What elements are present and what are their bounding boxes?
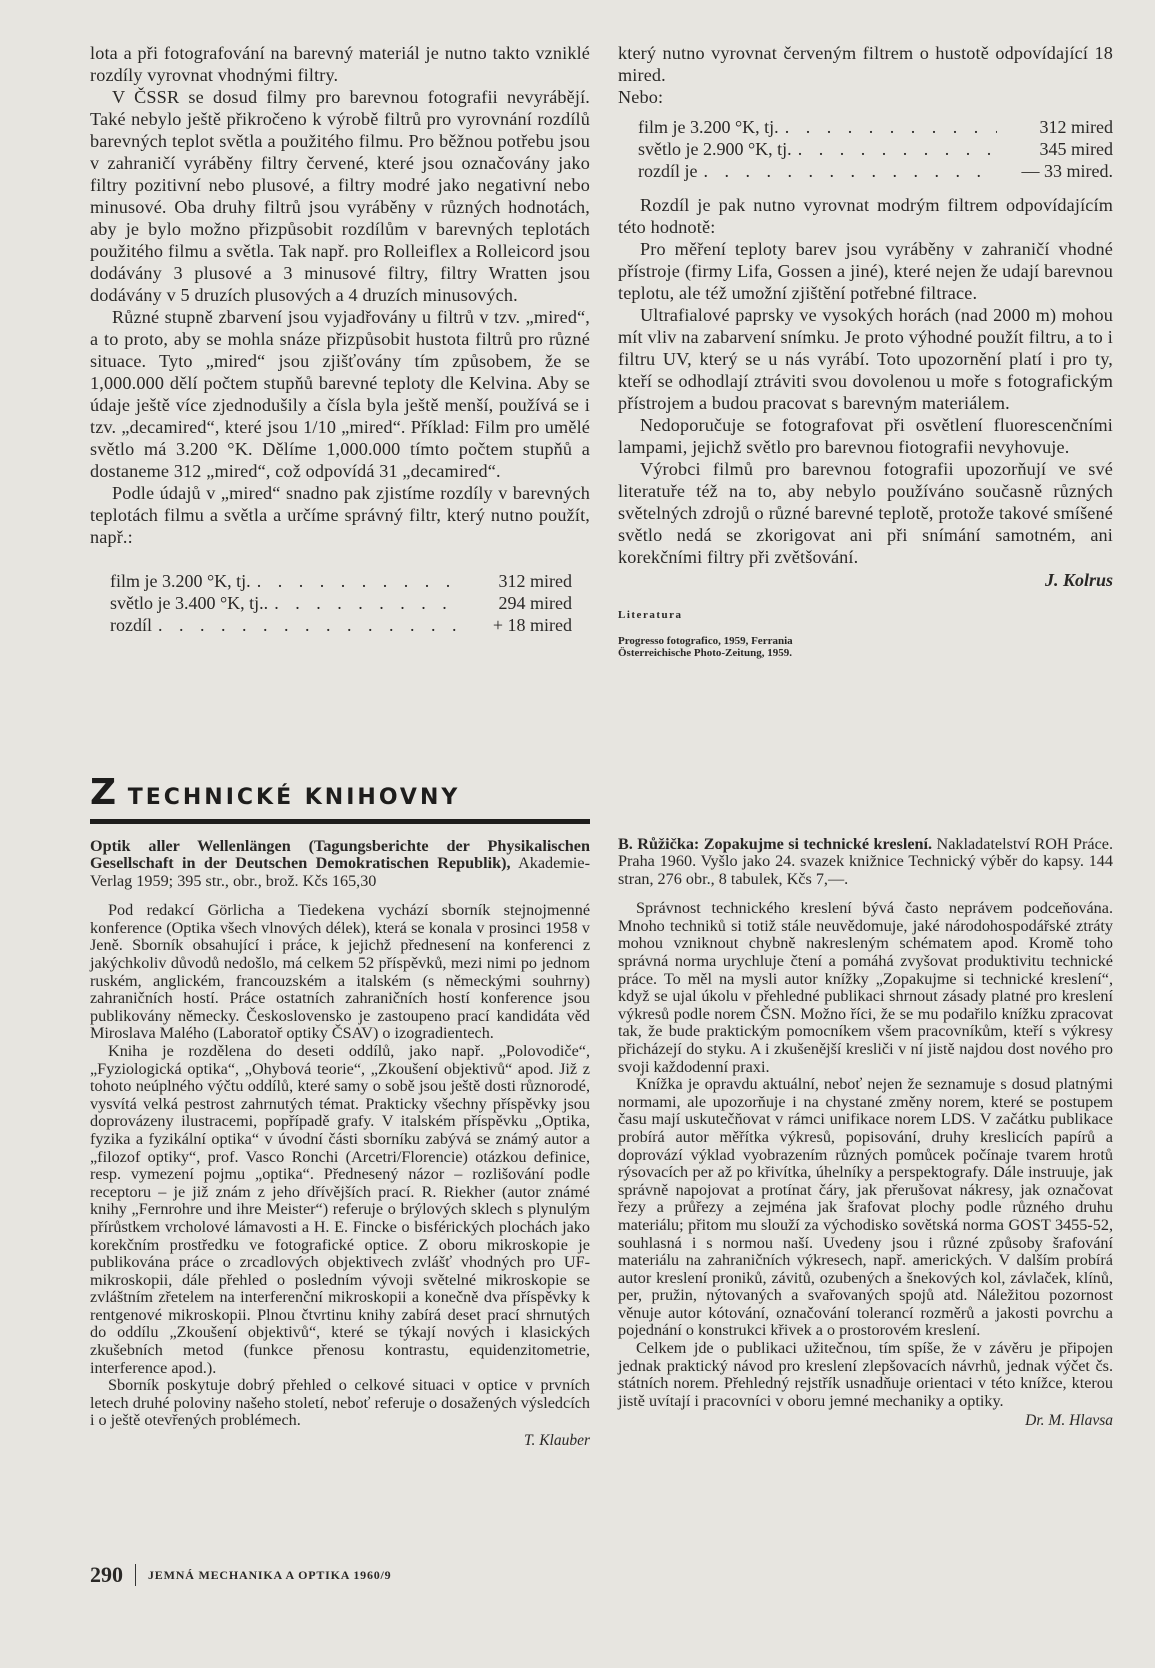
book-citation <box>618 836 1113 888</box>
table-row <box>638 138 1113 160</box>
book-title: B. Růžička: Zopakujme si technické kreslení. <box>618 835 933 853</box>
paragraph: lota a při fotografování na barevný materiál je nutno takto vzniklé rozdíly vyrovnat vhodnými filtry. <box>90 43 590 85</box>
row-value: + 18 mired <box>492 615 572 635</box>
paragraph: Správnost technického kreslení bývá často neprávem podceňována. Mnoho techniků si totiž stále neuvědomuje, jaké národohospodářské ztráty mohou vzniknout chybně nakresleným schématem apod. Kromě toho správná norma urychluje čtení a pomáhá zvyšovat produktivitu technické práce. To měl na mysli autor knížky „Zopakujme si technické kreslení“, když se ujal úkolu v přehledné publikaci shrnout zásady platné pro kreslení výkresů podle norem ČSN. Možno říci, že se mu podařilo knížku zpracovat tak, že bude praktickým pomocníkem všem pracovníkům, kteří s výkresy přicházejí do styku. A i zkušenější kresliči v ní jistě najdou dost nového pro svoji každodenní praxi. <box>618 899 1113 1076</box>
references <box>618 635 1113 659</box>
reference-item: Progresso fotografico, 1959, Ferrania <box>618 635 793 647</box>
heading-text: TECHNICKÉ KNIHOVNY <box>127 785 461 810</box>
page-number: 290 <box>90 1562 123 1587</box>
leader-dots <box>798 138 997 160</box>
paragraph: V ČSSR se dosud filmy pro barevnou fotografii nevyrábějí. Také nebylo ještě přikročeno k výrobě filtrů pro vyrovnání rozdílů barevných teplot světla a použitého filmu. Pro běžnou potřebu jsou v zahraničí vyráběny filtry červené, které jsou označovány jako filtry pozitivní nebo plusové, a filtry modré jako negativní nebo minusové. Oba druhy filtrů jsou vyráběny v různých hodnotách, aby je bylo možno přizpůsobit rozdílům v barevných teplotách použitého filmu a světla. Tak např. pro Rolleiflex a Rolleicord jsou dodávány 3 plusové a 3 minusové filtry, filtry Wratten jsou dodávány v 5 druzích plusových a 4 druzích minusových. <box>90 87 590 305</box>
paragraph: Pod redakcí Görlicha a Tiedekena vychází sborník stejnojmenné konference (Optika všech vlnových délek), která se konala v prosinci 1958 v Jeně. Sborník obsahující i práce, k jejichž přednesení na konferenci z jakýchkoliv důvodů nedošlo, má celkem 52 příspěvků, mezi nimi po jednom ruském, anglickém, francouzském a italském (s německými souhrny) zahraničních hostí. Práce ostatních zahraničních hostí konference jsou publikovány německy. Československo je zastoupeno prací kandidáta věd Miroslava Malého (Laboratoř optiky ČSAV) o izogradientech. <box>90 901 590 1043</box>
row-value: 294 mired <box>498 593 572 613</box>
paragraph: Pro měření teploty barev jsou vyráběny v zahraničí vhodné přístroje (firmy Lifa, Gossen a jiné), které nejen že udají barevnou teplotu, ale též umožní zjištění potřebné filtrace. <box>618 239 1113 303</box>
paragraph: Nedoporučuje se fotografovat při osvětlení fluorescenčními lampami, jejichž světlo pro barevnou fiotografii nevyhovuje. <box>618 415 1113 457</box>
leader-dots <box>274 592 456 614</box>
book-publisher: Nakladatelství ROH Práce. Praha 1960. Vyšlo jako 24. svazek knižnice Technický výběr do kapsy. 144 stran, 276 obr., 8 tabulek, Kčs 7,—. <box>618 835 1114 888</box>
author-signature: T. Klauber <box>523 1432 590 1450</box>
paragraph: Celkem jde o publikaci užitečnou, tím spíše, že v závěru je připojen jednak praktický návod pro kreslení zlepšovacích návrhů, jednak výčet čs. státních norem. Přehledný rejstřík usnadňuje orientaci v této knížce, kterou jistě uvítají i pracovníci v oboru jemné mechaniky a optiky. <box>618 1339 1113 1410</box>
section-heading <box>90 772 590 824</box>
footer-divider <box>135 1564 136 1586</box>
reference-item: Österreichische Photo-Zeitung, 1959. <box>618 647 792 659</box>
table-row <box>110 614 572 636</box>
paragraph: Kniha je rozdělena do deseti oddílů, jako např. „Polovodiče“, „Fyziologická optika“, „Ohybová teorie“, „Zkoušení objektivů“ apod. Již z tohoto neúplného výčtu oddílů, které samy o sobě jsou ještě dosti různorodé, vysvítá velká pestrost zahrnutých témat. Prakticky všechny příspěvky jsou doprovázeny ilustracemi, popřípadě grafy. V italském příspěvku „Optika, fyzika a fyzikální optika“ v úvodní části sborníku zabývá se známý autor a „filozof optiky“, prof. Vasco Ronchi (Arcetri/Florencie) otázkou definice, resp. vymezení pojmu „optika“. Přednesený názor – rozlišování podle receptoru – je již znám z jeho dřívějších prací. R. Riekher (autor známé knihy „Fernrohre und ihre Meister“) referuje o brýlových sklech s plynulým přírůstkem vrcholové lámavosti a H. E. Fincke o bisférických plochách jako korekčním prostředku ve fotografické optice. Z oboru mikroskopie je publikována práce o zrcadlových objektivech zvlášť vhodných pro UF-mikroskopii, dále přehled o posledním vývoji světelné mikroskopie se zvláštním zřetelem na interferenční mikroskopii a konečně dva příspěvky k rentgenové mikroskopii. Plnou čtvrtinu knihy zabírá deset prací shrnutých do oddílu „Zkoušení objektivů“, které se týkají nových i klasických zkušebních metod (funkce přenosu kontrastu, equidenzitometrie, interference apod.). <box>90 1041 590 1377</box>
mired-table-1 <box>110 570 572 636</box>
table-row <box>638 116 1113 138</box>
paragraph: který nutno vyrovnat červeným filtrem o hustotě odpovídající 18 mired. <box>618 43 1113 85</box>
book-title: Optik aller Wellenlängen (Tagungsberichte der Physikalischen Gesellschaft in der Deutschen Demokratischen Republik), <box>90 837 590 873</box>
table-row <box>110 592 572 614</box>
page-footer <box>90 1562 391 1588</box>
row-label: film je 3.200 °K, tj. <box>638 117 779 137</box>
table-row <box>110 570 572 592</box>
leader-dots <box>703 160 997 182</box>
paragraph: Podle údajů v „mired“ snadno pak zjistíme rozdíly v barevných teplotách filmu a světla a určíme správný filtr, který nutno použít, např.: <box>90 483 590 547</box>
review-left <box>90 838 590 1450</box>
leader-dots <box>785 116 997 138</box>
paragraph: Ultrafialové paprsky ve vysokých horách (nad 2000 m) mohou mít vliv na zabarvení snímku. Je proto výhodné použít filtru, a to i filtru UV, který se u nás vyrábí. Toto upozornění platí i pro ty, kteří se odhodlají ztráviti svou dovolenou u moře s fotografickým přístrojem a budou pracovat s barevným materiálem. <box>618 305 1113 413</box>
row-label: světlo je 2.900 °K, tj. <box>638 139 792 159</box>
right-top-column <box>618 42 1113 659</box>
paragraph: Sborník poskytuje dobrý přehled o celkové situaci v optice v prvních letech druhé poloviny našeho století, neboť referuje o dosažených výsledcích i o ještě otevřených problémech. <box>90 1376 590 1430</box>
table-row <box>638 160 1113 182</box>
review-right <box>618 836 1113 1430</box>
row-value: 312 mired <box>1039 117 1113 137</box>
row-value: — 33 mired. <box>1021 161 1113 181</box>
book-citation <box>90 838 590 890</box>
leader-dots <box>257 570 456 592</box>
nebo-label: Nebo: <box>618 87 664 107</box>
heading-initial: Z <box>90 772 120 813</box>
row-label: film je 3.200 °K, tj. <box>110 571 251 591</box>
paragraph: Rozdíl je pak nutno vyrovnat modrým filtrem odpovídajícím této hodnotě: <box>618 195 1113 237</box>
literature-label: Literatura <box>618 609 683 621</box>
author-signature: J. Kolrus <box>1044 570 1113 590</box>
mired-table-2 <box>638 116 1113 182</box>
leader-dots <box>158 614 456 636</box>
author-signature: Dr. M. Hlavsa <box>1025 1412 1113 1430</box>
left-top-column <box>90 42 590 636</box>
paragraph: Knížka je opravdu aktuální, neboť nejen že seznamuje s dosud platnými normami, ale upozorňuje i na chystané změny norem, které se postupem času mají uskutečňovat v rámci unifikace norem LDS. V začátku publikace probírá autor měřítka výkresů, popisování, druhy kreslicích papírů a doprovází výklad vyobrazením různých pomůcek počínaje tvarem hrotů rýsovacích per až po křivítka, úhelníky a perspektografy. Dále instruuje, jak správně napojovat a protínat čáry, jak přerušovat nákresy, jak označovat řezy a průřezy a zejména jak šrafovat plochy podle různého druhu materiálu; přitom mu slouží za východisko sovětská norma GOST 3455-52, souhlasná i s normou naší. Uvedeny jsou i různé způsoby šrafování materiálu na zahraničních výkresech, např. amerických. V dalším probírá autor kreslení proniků, závitů, ozubených a šnekových kol, závlaček, klínů, per, pružin, nýtovaných a svařovaných spojů atd. Náležitou pozornost věnuje autor kótování, označování tolerancí rozměrů a jakosti povrchu a pojednání o konstrukci křivek a o prostorovém kreslení. <box>618 1075 1113 1340</box>
row-label: rozdíl je <box>638 161 698 181</box>
row-value: 345 mired <box>1039 139 1113 159</box>
journal-title: JEMNÁ MECHANIKA A OPTIKA 1960/9 <box>148 1567 392 1582</box>
row-label: rozdíl <box>110 615 152 635</box>
paragraph: Různé stupně zbarvení jsou vyjadřovány u filtrů v tzv. „mired“, a to proto, aby se mohla snáze přizpůsobit hustota filtrů pro různé situace. Tyto „mired“ jsou zjišťovány tím způsobem, že se 1,000.000 dělí počtem stupňů barevné teploty dle Kelvina. Aby se údaje ještě více zjednodušily a čísla byla ještě menší, používá se i tzv. „decamired“, které jsou 1/10 „mired“. Příklad: Film pro umělé světlo má 3.200 °K. Dělíme 1,000.000 tímto počtem stupňů a dostaneme 312 „mired“, což odpovídá 31 „decamired“. <box>90 307 590 481</box>
book-publisher: Akademie-Verlag 1959; 395 str., obr., brož. Kčs 165,30 <box>90 854 590 890</box>
row-value: 312 mired <box>498 571 572 591</box>
paragraph: Výrobci filmů pro barevnou fotografii upozorňují ve své literatuře též na to, aby nebylo používáno současně různých světelných zdrojů o různé barevné teplotě, protože takové smíšené světlo nedá se zkorigovat ani při snímání samotném, ani korekčními filtry při zvětšování. <box>618 459 1113 567</box>
row-label: světlo je 3.400 °K, tj.. <box>110 593 269 613</box>
